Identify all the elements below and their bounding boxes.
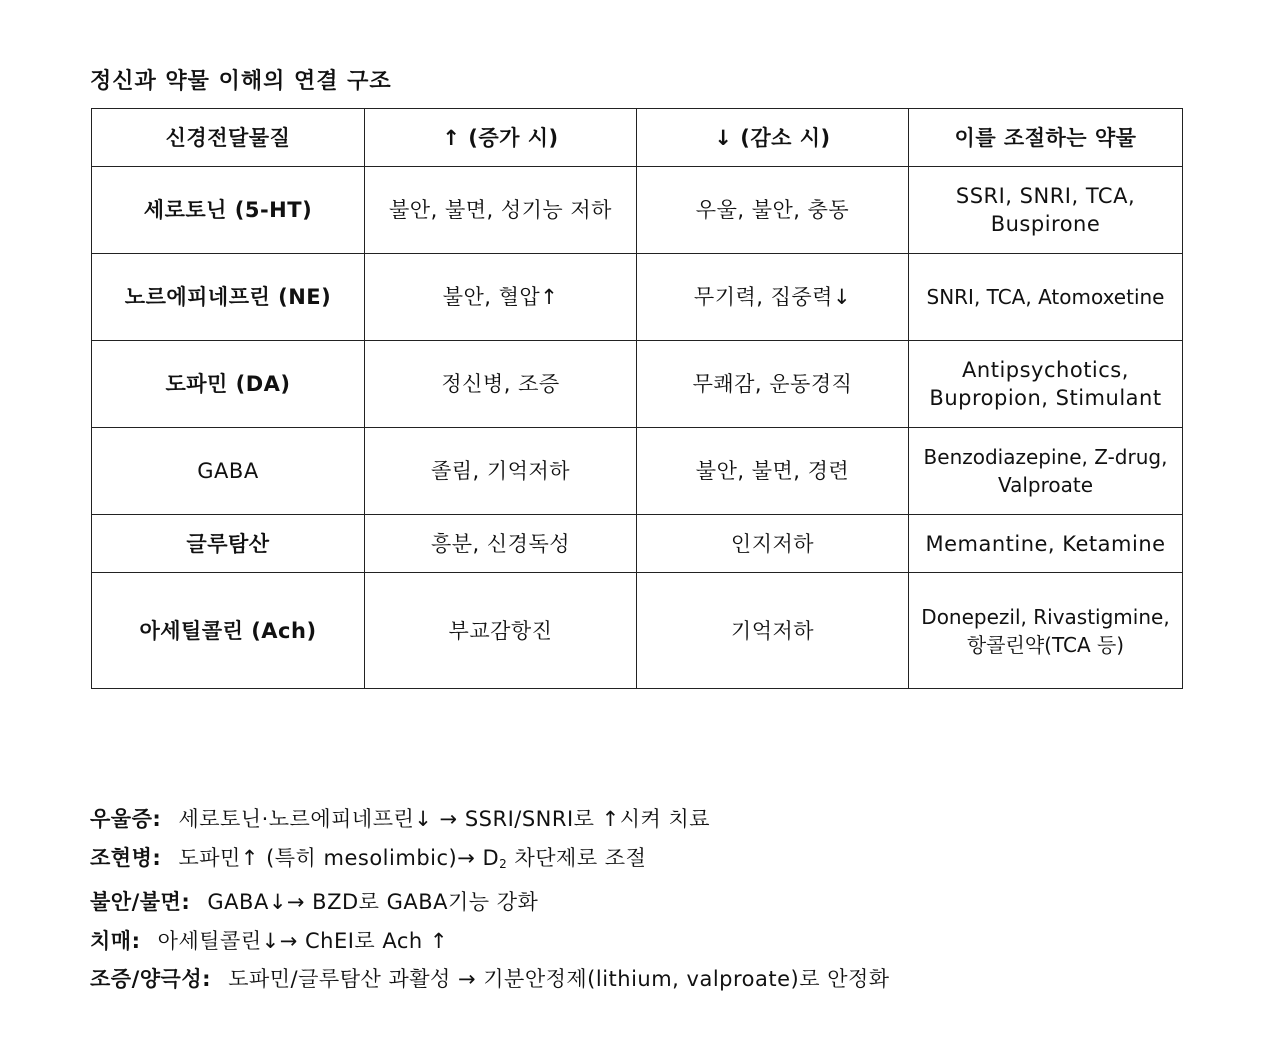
cell-drugs: Memantine, Ketamine xyxy=(909,515,1183,573)
note-label: 우울증: xyxy=(90,807,162,831)
cell-drugs: SSRI, SNRI, TCA, Buspirone xyxy=(909,167,1183,254)
cell-drugs: Donepezil, Rivastigmine, 항콜린약(TCA 등) xyxy=(909,573,1183,689)
note-text: 도파민/글루탐산 과활성 → 기분안정제(lithium, valproate)로 안정화 xyxy=(228,967,890,991)
note-label: 조증/양극성: xyxy=(90,967,211,991)
note-subscript: 2 xyxy=(499,856,508,871)
cell-neurotransmitter: 도파민 (DA) xyxy=(92,341,365,428)
header-increase: ↑ (증가 시) xyxy=(365,109,637,167)
header-drugs: 이를 조절하는 약물 xyxy=(909,109,1183,167)
note-label: 불안/불면: xyxy=(90,890,191,914)
table-row xyxy=(92,428,1183,515)
cell-decrease: 기억저하 xyxy=(637,573,909,689)
summary-notes xyxy=(90,800,890,999)
cell-increase: 부교감항진 xyxy=(365,573,637,689)
cell-increase: 졸림, 기억저하 xyxy=(365,428,637,515)
cell-increase: 불안, 혈압↑ xyxy=(365,254,637,341)
table-row xyxy=(92,341,1183,428)
cell-drugs: Antipsychotics, Bupropion, Stimulant xyxy=(909,341,1183,428)
cell-neurotransmitter: 아세틸콜린 (Ach) xyxy=(92,573,365,689)
note-dementia xyxy=(90,922,890,961)
header-decrease: ↓ (감소 시) xyxy=(637,109,909,167)
cell-decrease: 무기력, 집중력↓ xyxy=(637,254,909,341)
cell-neurotransmitter: 세로토닌 (5-HT) xyxy=(92,167,365,254)
cell-decrease: 무쾌감, 운동경직 xyxy=(637,341,909,428)
table-row xyxy=(92,515,1183,573)
cell-neurotransmitter: 노르에피네프린 (NE) xyxy=(92,254,365,341)
cell-decrease: 우울, 불안, 충동 xyxy=(637,167,909,254)
cell-increase: 정신병, 조증 xyxy=(365,341,637,428)
cell-decrease: 불안, 불면, 경련 xyxy=(637,428,909,515)
cell-increase: 흥분, 신경독성 xyxy=(365,515,637,573)
note-label: 조현병: xyxy=(90,845,162,870)
note-text: GABA↓→ BZD로 GABA기능 강화 xyxy=(207,890,539,914)
note-schizophrenia xyxy=(90,839,890,884)
header-neurotransmitter: 신경전달물질 xyxy=(92,109,365,167)
cell-drugs: Benzodiazepine, Z-drug, Valproate xyxy=(909,428,1183,515)
cell-increase: 불안, 불면, 성기능 저하 xyxy=(365,167,637,254)
note-text: 아세틸콜린↓→ ChEI로 Ach ↑ xyxy=(157,928,448,953)
table-row xyxy=(92,167,1183,254)
note-text: 세로토닌·노르에피네프린↓ → SSRI/SNRI로 ↑시켜 치료 xyxy=(178,807,711,831)
note-label: 치매: xyxy=(90,928,141,953)
neurotransmitter-table xyxy=(91,108,1183,689)
cell-drugs: SNRI, TCA, Atomoxetine xyxy=(909,254,1183,341)
table-row xyxy=(92,254,1183,341)
table-header-row xyxy=(92,109,1183,167)
cell-neurotransmitter: 글루탐산 xyxy=(92,515,365,573)
note-mania-bipolar xyxy=(90,960,890,999)
note-anxiety-insomnia xyxy=(90,883,890,922)
note-depression xyxy=(90,800,890,839)
page-title: 정신과 약물 이해의 연결 구조 xyxy=(90,69,392,94)
note-text: 도파민↑ (특히 mesolimbic)→ D xyxy=(178,845,500,870)
note-text-after: 차단제로 조절 xyxy=(507,845,647,870)
cell-decrease: 인지저하 xyxy=(637,515,909,573)
cell-neurotransmitter: GABA xyxy=(92,428,365,515)
table-row xyxy=(92,573,1183,689)
